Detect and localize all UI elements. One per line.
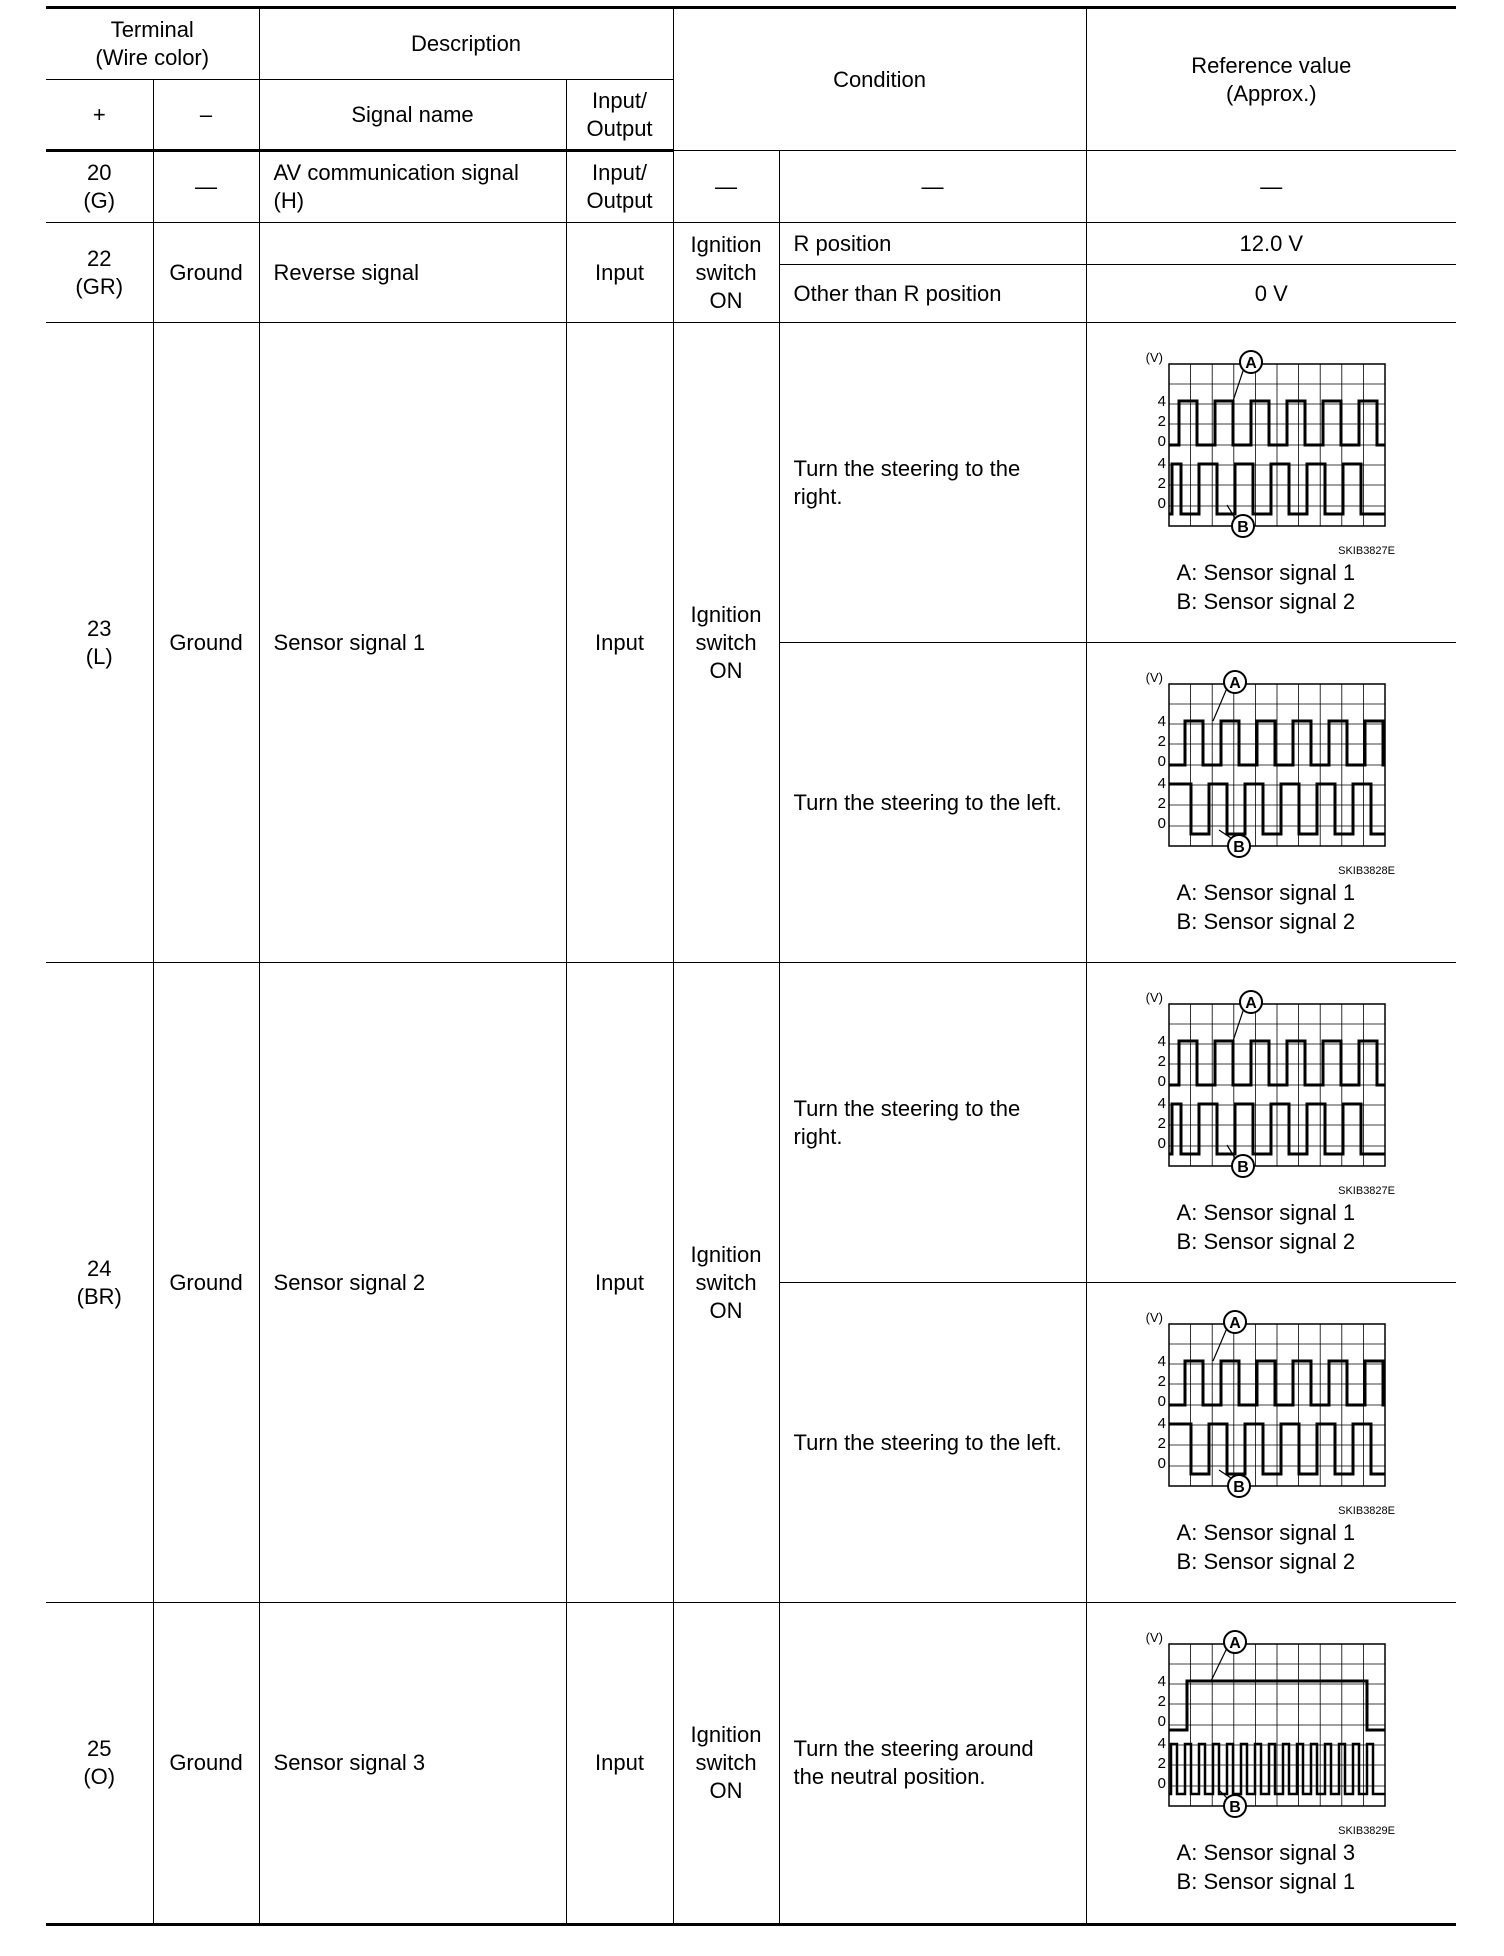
header-io-line1: Input/ — [592, 87, 648, 113]
tick-label: 0 — [1157, 814, 1166, 832]
tick-label: 2 — [1157, 474, 1166, 492]
signal-name-cell: Sensor signal 3 — [259, 1603, 566, 1925]
legend-a: A: Sensor signal 1 — [1176, 559, 1356, 585]
tick-label: 4 — [1157, 1352, 1166, 1370]
tick-label: 4 — [1157, 1094, 1166, 1112]
cond-line3: ON — [709, 657, 743, 683]
reference-waveform-cell — [1086, 1603, 1456, 1925]
legend-b: B: Sensor signal 1 — [1176, 1869, 1356, 1894]
reference-waveform-cell — [1086, 963, 1456, 1283]
row-terminal-24-a — [46, 963, 1456, 1283]
condition-b-cell: — — [779, 151, 1086, 223]
legend — [1087, 878, 1457, 936]
cond-line2: switch — [695, 1269, 757, 1295]
terminal-cell — [46, 323, 153, 963]
figure-code: SKIB3828E — [1337, 1504, 1395, 1517]
condition-a-cell — [673, 323, 779, 963]
minus-cell: — — [153, 151, 259, 223]
signal-name-line1: AV communication signal — [273, 160, 519, 185]
condition-b-cell: Other than R position — [779, 265, 1086, 323]
tick-label: 4 — [1157, 774, 1166, 792]
terminal-number: 24 — [87, 1255, 112, 1281]
waveform-left — [1139, 1310, 1405, 1518]
axis-unit: (V) — [1145, 669, 1163, 685]
tick-label: 4 — [1157, 454, 1166, 472]
minus-cell: Ground — [153, 223, 259, 323]
tick-label: 0 — [1157, 1134, 1166, 1152]
terminal-cell — [46, 1603, 153, 1925]
minus-cell: Ground — [153, 323, 259, 963]
row-terminal-25 — [46, 1603, 1456, 1925]
condition-a-cell: — — [673, 151, 779, 223]
marker-b-label: B — [1228, 1799, 1241, 1816]
legend-b: B: Sensor signal 2 — [1176, 588, 1356, 614]
wire-color: (O) — [83, 1764, 116, 1789]
tick-label: 0 — [1157, 494, 1166, 512]
tick-label: 2 — [1157, 1755, 1166, 1772]
legend — [1087, 1518, 1457, 1576]
legend-a: A: Sensor signal 1 — [1176, 1199, 1356, 1225]
cond-line2: right. — [793, 1123, 843, 1149]
tick-label: 2 — [1157, 794, 1166, 812]
tick-label: 4 — [1157, 1032, 1166, 1050]
header-condition: Condition — [673, 8, 1086, 151]
legend-b: B: Sensor signal 2 — [1176, 1228, 1356, 1254]
row-terminal-23-a — [46, 323, 1456, 643]
legend — [1087, 558, 1457, 616]
tick-label: 2 — [1157, 1372, 1166, 1390]
tick-label: 4 — [1157, 1673, 1166, 1690]
header-io-line2: Output — [586, 115, 653, 141]
header-plus: + — [46, 80, 153, 151]
wire-color: (GR) — [75, 273, 124, 299]
tick-label: 4 — [1157, 1735, 1166, 1752]
header-terminal-label: Terminal — [110, 17, 194, 42]
figure-code: SKIB3827E — [1337, 1184, 1395, 1197]
cond-line1: Turn the steering around — [793, 1736, 1034, 1761]
cond-line2: switch — [695, 629, 757, 655]
tick-label: 4 — [1157, 712, 1166, 730]
reference-waveform-cell — [1086, 643, 1456, 963]
axis-unit: (V) — [1145, 349, 1163, 365]
tick-label: 2 — [1157, 1052, 1166, 1070]
cond-line1: Ignition — [690, 1241, 762, 1267]
header-wire-color-label: (Wire color) — [95, 45, 210, 70]
terminal-number: 22 — [87, 245, 112, 271]
marker-a-label: A — [1228, 1635, 1241, 1652]
legend-a: A: Sensor signal 1 — [1176, 1519, 1356, 1545]
condition-b-cell — [779, 1603, 1086, 1925]
legend-a: A: Sensor signal 3 — [1176, 1840, 1356, 1865]
row-terminal-20 — [46, 151, 1456, 223]
wire-color: (L) — [85, 643, 113, 669]
cond-line1: Turn the steering to the — [793, 1095, 1021, 1121]
header-row-1 — [46, 8, 1456, 80]
waveform-right — [1139, 350, 1405, 558]
cond-line3: ON — [709, 1297, 743, 1323]
waveform-right — [1139, 990, 1405, 1198]
io-cell: Input — [566, 1603, 673, 1925]
marker-b-label: B — [1232, 838, 1245, 856]
io-line2: Output — [586, 188, 653, 213]
header-minus: – — [153, 80, 259, 151]
tick-label: 4 — [1157, 1414, 1166, 1432]
tick-label: 0 — [1157, 432, 1166, 450]
signal-name-cell: Sensor signal 1 — [259, 323, 566, 963]
terminal-cell — [46, 151, 153, 223]
io-cell: Input — [566, 963, 673, 1603]
marker-b-label: B — [1236, 1158, 1249, 1176]
reference-cell: — — [1086, 151, 1456, 223]
header-description: Description — [259, 8, 673, 80]
axis-unit: (V) — [1145, 989, 1163, 1005]
condition-b-cell — [779, 963, 1086, 1283]
header-reference-label: Reference value — [1191, 52, 1352, 78]
waveform-left — [1139, 670, 1405, 878]
condition-a-cell — [673, 1603, 779, 1925]
io-cell: Input — [566, 323, 673, 963]
row-terminal-22-a — [46, 223, 1456, 265]
figure-code: SKIB3828E — [1337, 864, 1395, 877]
tick-label: 0 — [1157, 1392, 1166, 1410]
legend-a: A: Sensor signal 1 — [1176, 879, 1356, 905]
legend-b: B: Sensor signal 2 — [1176, 908, 1356, 934]
header-reference — [1086, 8, 1456, 151]
reference-cell: 0 V — [1086, 265, 1456, 323]
tick-label: 2 — [1157, 732, 1166, 750]
io-cell — [566, 151, 673, 223]
marker-b-label: B — [1236, 518, 1249, 536]
signal-name-cell: Sensor signal 2 — [259, 963, 566, 1603]
tick-label: 0 — [1157, 1072, 1166, 1090]
cond-line2: switch — [695, 259, 757, 285]
tick-label: 4 — [1157, 392, 1166, 410]
header-signal-name: Signal name — [259, 80, 566, 151]
cond-line2: switch — [695, 1750, 757, 1775]
waveform-neutral — [1139, 1630, 1405, 1838]
figure-code: SKIB3827E — [1337, 544, 1395, 557]
condition-b-cell: Turn the steering to the left. — [779, 1283, 1086, 1603]
condition-a-cell — [673, 223, 779, 323]
condition-b-cell: R position — [779, 223, 1086, 265]
signal-name-line2: (H) — [273, 188, 305, 213]
terminal-cell — [46, 963, 153, 1603]
tick-label: 2 — [1157, 412, 1166, 430]
tick-label: 2 — [1157, 1693, 1166, 1710]
marker-a-label: A — [1244, 354, 1257, 372]
marker-a-label: A — [1228, 674, 1241, 692]
cond-line1: Turn the steering to the — [793, 455, 1021, 481]
figure-code: SKIB3829E — [1337, 1825, 1395, 1837]
cond-line2: right. — [793, 483, 843, 509]
condition-a-cell — [673, 963, 779, 1603]
minus-cell: Ground — [153, 963, 259, 1603]
marker-b-label: B — [1232, 1478, 1245, 1496]
reference-waveform-cell — [1086, 1283, 1456, 1603]
terminal-reference-table — [46, 6, 1456, 1926]
axis-unit: (V) — [1145, 1309, 1163, 1325]
axis-unit: (V) — [1145, 1630, 1163, 1645]
terminal-table-container — [46, 6, 1456, 1926]
cond-line2: the neutral position. — [793, 1764, 986, 1789]
terminal-number: 20 — [87, 160, 112, 185]
condition-b-cell: Turn the steering to the left. — [779, 643, 1086, 963]
terminal-number: 25 — [87, 1736, 112, 1761]
legend-b: B: Sensor signal 2 — [1176, 1548, 1356, 1574]
header-reference-approx: (Approx.) — [1226, 80, 1317, 106]
tick-label: 0 — [1157, 752, 1166, 770]
tick-label: 0 — [1157, 1775, 1166, 1792]
minus-cell: Ground — [153, 1603, 259, 1925]
marker-a-label: A — [1228, 1314, 1241, 1332]
marker-a-label: A — [1244, 994, 1257, 1012]
cond-line3: ON — [709, 287, 743, 313]
wire-color: (G) — [83, 188, 116, 213]
reference-cell: 12.0 V — [1086, 223, 1456, 265]
cond-line1: Ignition — [690, 601, 762, 627]
legend — [1087, 1198, 1457, 1256]
tick-label: 2 — [1157, 1114, 1166, 1132]
terminal-number: 23 — [87, 615, 112, 641]
header-input-output — [566, 80, 673, 151]
condition-b-cell — [779, 323, 1086, 643]
io-line1: Input/ — [592, 160, 648, 185]
legend — [1087, 1838, 1457, 1896]
wire-color: (BR) — [76, 1283, 122, 1309]
header-terminal — [46, 8, 259, 80]
cond-line1: Ignition — [690, 231, 762, 257]
cond-line1: Ignition — [690, 1722, 762, 1747]
reference-waveform-cell — [1086, 323, 1456, 643]
tick-label: 2 — [1157, 1434, 1166, 1452]
io-cell: Input — [566, 223, 673, 323]
tick-label: 0 — [1157, 1713, 1166, 1730]
signal-name-cell — [259, 151, 566, 223]
terminal-cell — [46, 223, 153, 323]
cond-line3: ON — [709, 1778, 743, 1803]
signal-name-cell: Reverse signal — [259, 223, 566, 323]
tick-label: 0 — [1157, 1454, 1166, 1472]
